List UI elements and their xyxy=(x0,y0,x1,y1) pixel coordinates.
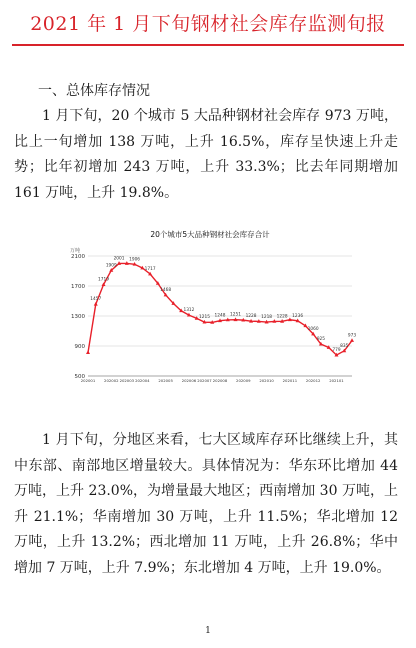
data-label: 1906 xyxy=(129,257,141,263)
data-label: 1228 xyxy=(276,314,288,320)
x-tick-label: 202002 xyxy=(104,378,119,383)
x-tick-label: 202011 xyxy=(282,378,298,383)
x-tick-label: 202003 xyxy=(119,378,135,383)
y-tick-label: 500 xyxy=(74,374,85,380)
y-tick-label: 1700 xyxy=(71,284,85,290)
data-label: 1236 xyxy=(292,313,304,319)
data-label: 1312 xyxy=(183,308,195,314)
data-label: 1909 xyxy=(105,263,117,269)
report-title: 2021 年 1 月下旬钢材社会库存监测旬报 xyxy=(30,13,386,35)
x-tick-label: 202004 xyxy=(135,378,150,383)
data-label: 1215 xyxy=(199,315,210,321)
axis-layer xyxy=(71,254,352,383)
section-heading: 一、总体库存情况 xyxy=(38,83,150,99)
data-label: 1251 xyxy=(230,312,241,318)
x-tick-label: 202008 xyxy=(212,378,228,383)
x-tick-label: 202001 xyxy=(80,378,96,383)
x-tick-label: 202007 xyxy=(197,378,212,383)
data-point xyxy=(86,350,90,354)
inventory-chart xyxy=(60,226,360,394)
regional-paragraph: 1 月下旬，分地区来看，七大区域库存环比继续上升，其中东部、南部地区增量较大。具体情况为：华东环比增加 44 万吨，上升 23.0%，为增量最大地区；西南增加 30 万吨，上升 21.1%；华南增加 30 万吨，上升 11.5%；华北增加 12 万吨，上升 13.2%；西北增加 11 万吨，上升 26.8%；华中增加 7 万吨，上升 7.9%；东北增加 4 万吨，上升 19.0%。 xyxy=(14,432,398,576)
y-tick-label: 1300 xyxy=(71,314,85,320)
data-label: 973 xyxy=(347,333,357,339)
x-tick-label: 202006 xyxy=(181,378,197,383)
data-label: 779 xyxy=(332,348,341,354)
data-label: 1719 xyxy=(98,277,109,283)
data-label: 1218 xyxy=(261,315,273,321)
summary-paragraph: 1 月下旬，20 个城市 5 大品种钢材社会库存 973 万吨，比上一旬增加 138 万吨，上升 16.5%，库存呈快速上升走势；比年初增加 243 万吨，上升 33.3%；比去年同期增加 161 万吨，上升 19.8%。 xyxy=(14,108,398,201)
chart-ylabel: 万吨 xyxy=(70,248,81,254)
series-line xyxy=(88,263,352,355)
title-divider xyxy=(12,44,404,46)
x-tick-label: 202010 xyxy=(259,378,274,383)
data-label: 1457 xyxy=(90,297,102,303)
data-label: 1228 xyxy=(245,314,257,320)
data-label: 2001 xyxy=(113,256,125,262)
inventory-chart-svg xyxy=(60,226,360,394)
chart-title: 20个城市5大品种钢材社会库存合计 xyxy=(150,230,270,239)
x-tick-label: 202012 xyxy=(305,378,321,383)
data-label: 1060 xyxy=(307,327,319,332)
data-label: 1717 xyxy=(144,267,156,272)
data-label: 925 xyxy=(316,337,326,343)
data-label: 1248 xyxy=(214,313,226,319)
page-number: 1 xyxy=(205,626,211,636)
x-tick-label: 202009 xyxy=(236,378,251,383)
y-tick-label: 2100 xyxy=(71,254,85,260)
series-layer xyxy=(86,255,356,356)
x-tick-label: 202101 xyxy=(329,378,344,383)
data-point xyxy=(350,338,354,342)
data-label: 835 xyxy=(340,343,349,349)
y-tick-label: 900 xyxy=(74,344,85,350)
x-tick-label: 202005 xyxy=(158,378,173,383)
data-label: 1468 xyxy=(160,288,172,293)
